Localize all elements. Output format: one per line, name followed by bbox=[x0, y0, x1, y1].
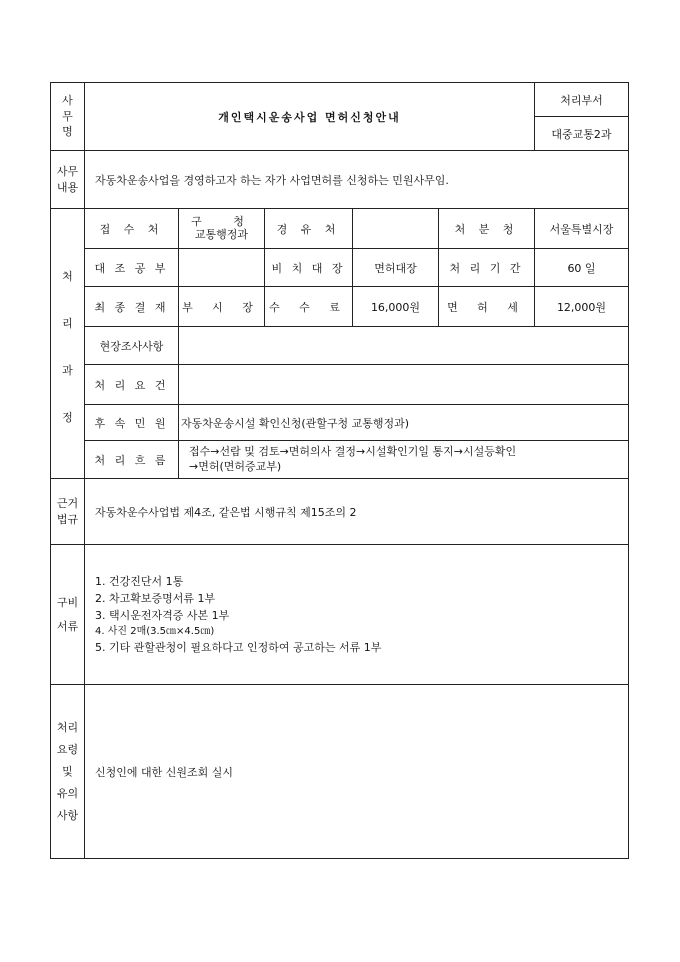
label-line: 및 bbox=[62, 764, 73, 778]
flow-value bbox=[179, 441, 629, 479]
fee-value: 16,000원 bbox=[353, 287, 439, 327]
list-item: 1. 건강진단서 1통 bbox=[95, 574, 184, 588]
notes-label bbox=[51, 685, 85, 859]
flow-label: 처 리 흐 름 bbox=[85, 441, 179, 479]
label-line: 내용 bbox=[56, 180, 79, 194]
followup-value: 자동차운송시설 확인신청(관할구청 교통행정과) bbox=[179, 405, 629, 441]
kept-ledger-label: 비 치 대 장 bbox=[265, 249, 353, 287]
list-item: 5. 기타 관할관청이 필요하다고 인정하여 공고하는 서류 1부 bbox=[95, 641, 382, 655]
header-corner-label bbox=[51, 83, 85, 151]
survey-value bbox=[179, 327, 629, 365]
process-label bbox=[51, 209, 85, 479]
corner-label-line: 사 bbox=[62, 93, 73, 107]
requirements-label: 처 리 요 건 bbox=[85, 365, 179, 405]
application-guide-form bbox=[50, 82, 629, 859]
label-line: 요령 bbox=[56, 742, 79, 756]
label-char: 과 bbox=[62, 363, 73, 377]
reception-value-line: 교통행정과 bbox=[194, 227, 249, 241]
kept-ledger-value: 면허대장 bbox=[353, 249, 439, 287]
via-value bbox=[353, 209, 439, 249]
required-docs-label bbox=[51, 545, 85, 685]
via-label: 경 유 처 bbox=[265, 209, 353, 249]
ledger-label: 대 조 공 부 bbox=[85, 249, 179, 287]
label-line: 구비 bbox=[56, 595, 79, 609]
label-char: 처 bbox=[62, 269, 73, 283]
label-line: 처리 bbox=[56, 720, 79, 734]
followup-label: 후 속 민 원 bbox=[85, 405, 179, 441]
corner-label-line: 무 bbox=[62, 109, 73, 123]
work-content-label bbox=[51, 151, 85, 209]
reception-label: 접 수 처 bbox=[85, 209, 179, 249]
dept-label: 처리부서 bbox=[535, 83, 629, 117]
corner-label-line: 명 bbox=[62, 125, 73, 139]
legal-basis-label bbox=[51, 479, 85, 545]
disposal-value: 서울특별시장 bbox=[535, 209, 629, 249]
dept-value: 대중교통2과 bbox=[535, 117, 629, 151]
reception-value-line: 구 청 bbox=[191, 214, 258, 228]
disposal-label: 처 분 청 bbox=[439, 209, 535, 249]
flow-line: →면허(면허증교부) bbox=[189, 459, 282, 473]
period-value: 60 일 bbox=[535, 249, 629, 287]
work-content-text: 자동차운송사업을 경영하고자 하는 자가 사업면허를 신청하는 민원사무임. bbox=[85, 151, 629, 209]
list-item: 4. 사진 2매(3.5㎝×4.5㎝) bbox=[95, 625, 215, 637]
list-item: 3. 택시운전자격증 사본 1부 bbox=[95, 608, 230, 622]
label-char: 리 bbox=[62, 316, 73, 330]
label-line: 법규 bbox=[56, 512, 79, 526]
flow-line: 접수→선람 및 검토→면허의사 결정→시설확인기일 통지→시설등확인 bbox=[189, 444, 517, 458]
list-item: 2. 차고확보증명서류 1부 bbox=[95, 591, 216, 605]
label-char: 정 bbox=[62, 410, 73, 424]
notes-text: 신청인에 대한 신원조회 실시 bbox=[85, 685, 629, 859]
required-docs-list bbox=[85, 545, 629, 685]
period-label: 처 리 기 간 bbox=[439, 249, 535, 287]
label-line: 유의 bbox=[56, 786, 79, 800]
label-line: 사항 bbox=[56, 808, 79, 822]
ledger-value bbox=[179, 249, 265, 287]
label-line: 근거 bbox=[56, 496, 79, 510]
reception-value bbox=[179, 209, 265, 249]
label-line: 서류 bbox=[56, 619, 79, 633]
fee-label: 수 수 료 bbox=[265, 287, 353, 327]
final-approval-value: 부 시 장 bbox=[179, 287, 265, 327]
requirements-value bbox=[179, 365, 629, 405]
license-tax-label: 면 허 세 bbox=[439, 287, 535, 327]
license-tax-value: 12,000원 bbox=[535, 287, 629, 327]
label-line: 사무 bbox=[56, 164, 79, 178]
survey-label: 현장조사사항 bbox=[85, 327, 179, 365]
legal-basis-text: 자동차운수사업법 제4조, 같은법 시행규칙 제15조의 2 bbox=[85, 479, 629, 545]
final-approval-label: 최 종 결 재 bbox=[85, 287, 179, 327]
page-title: 개인택시운송사업 면허신청안내 bbox=[85, 83, 535, 151]
